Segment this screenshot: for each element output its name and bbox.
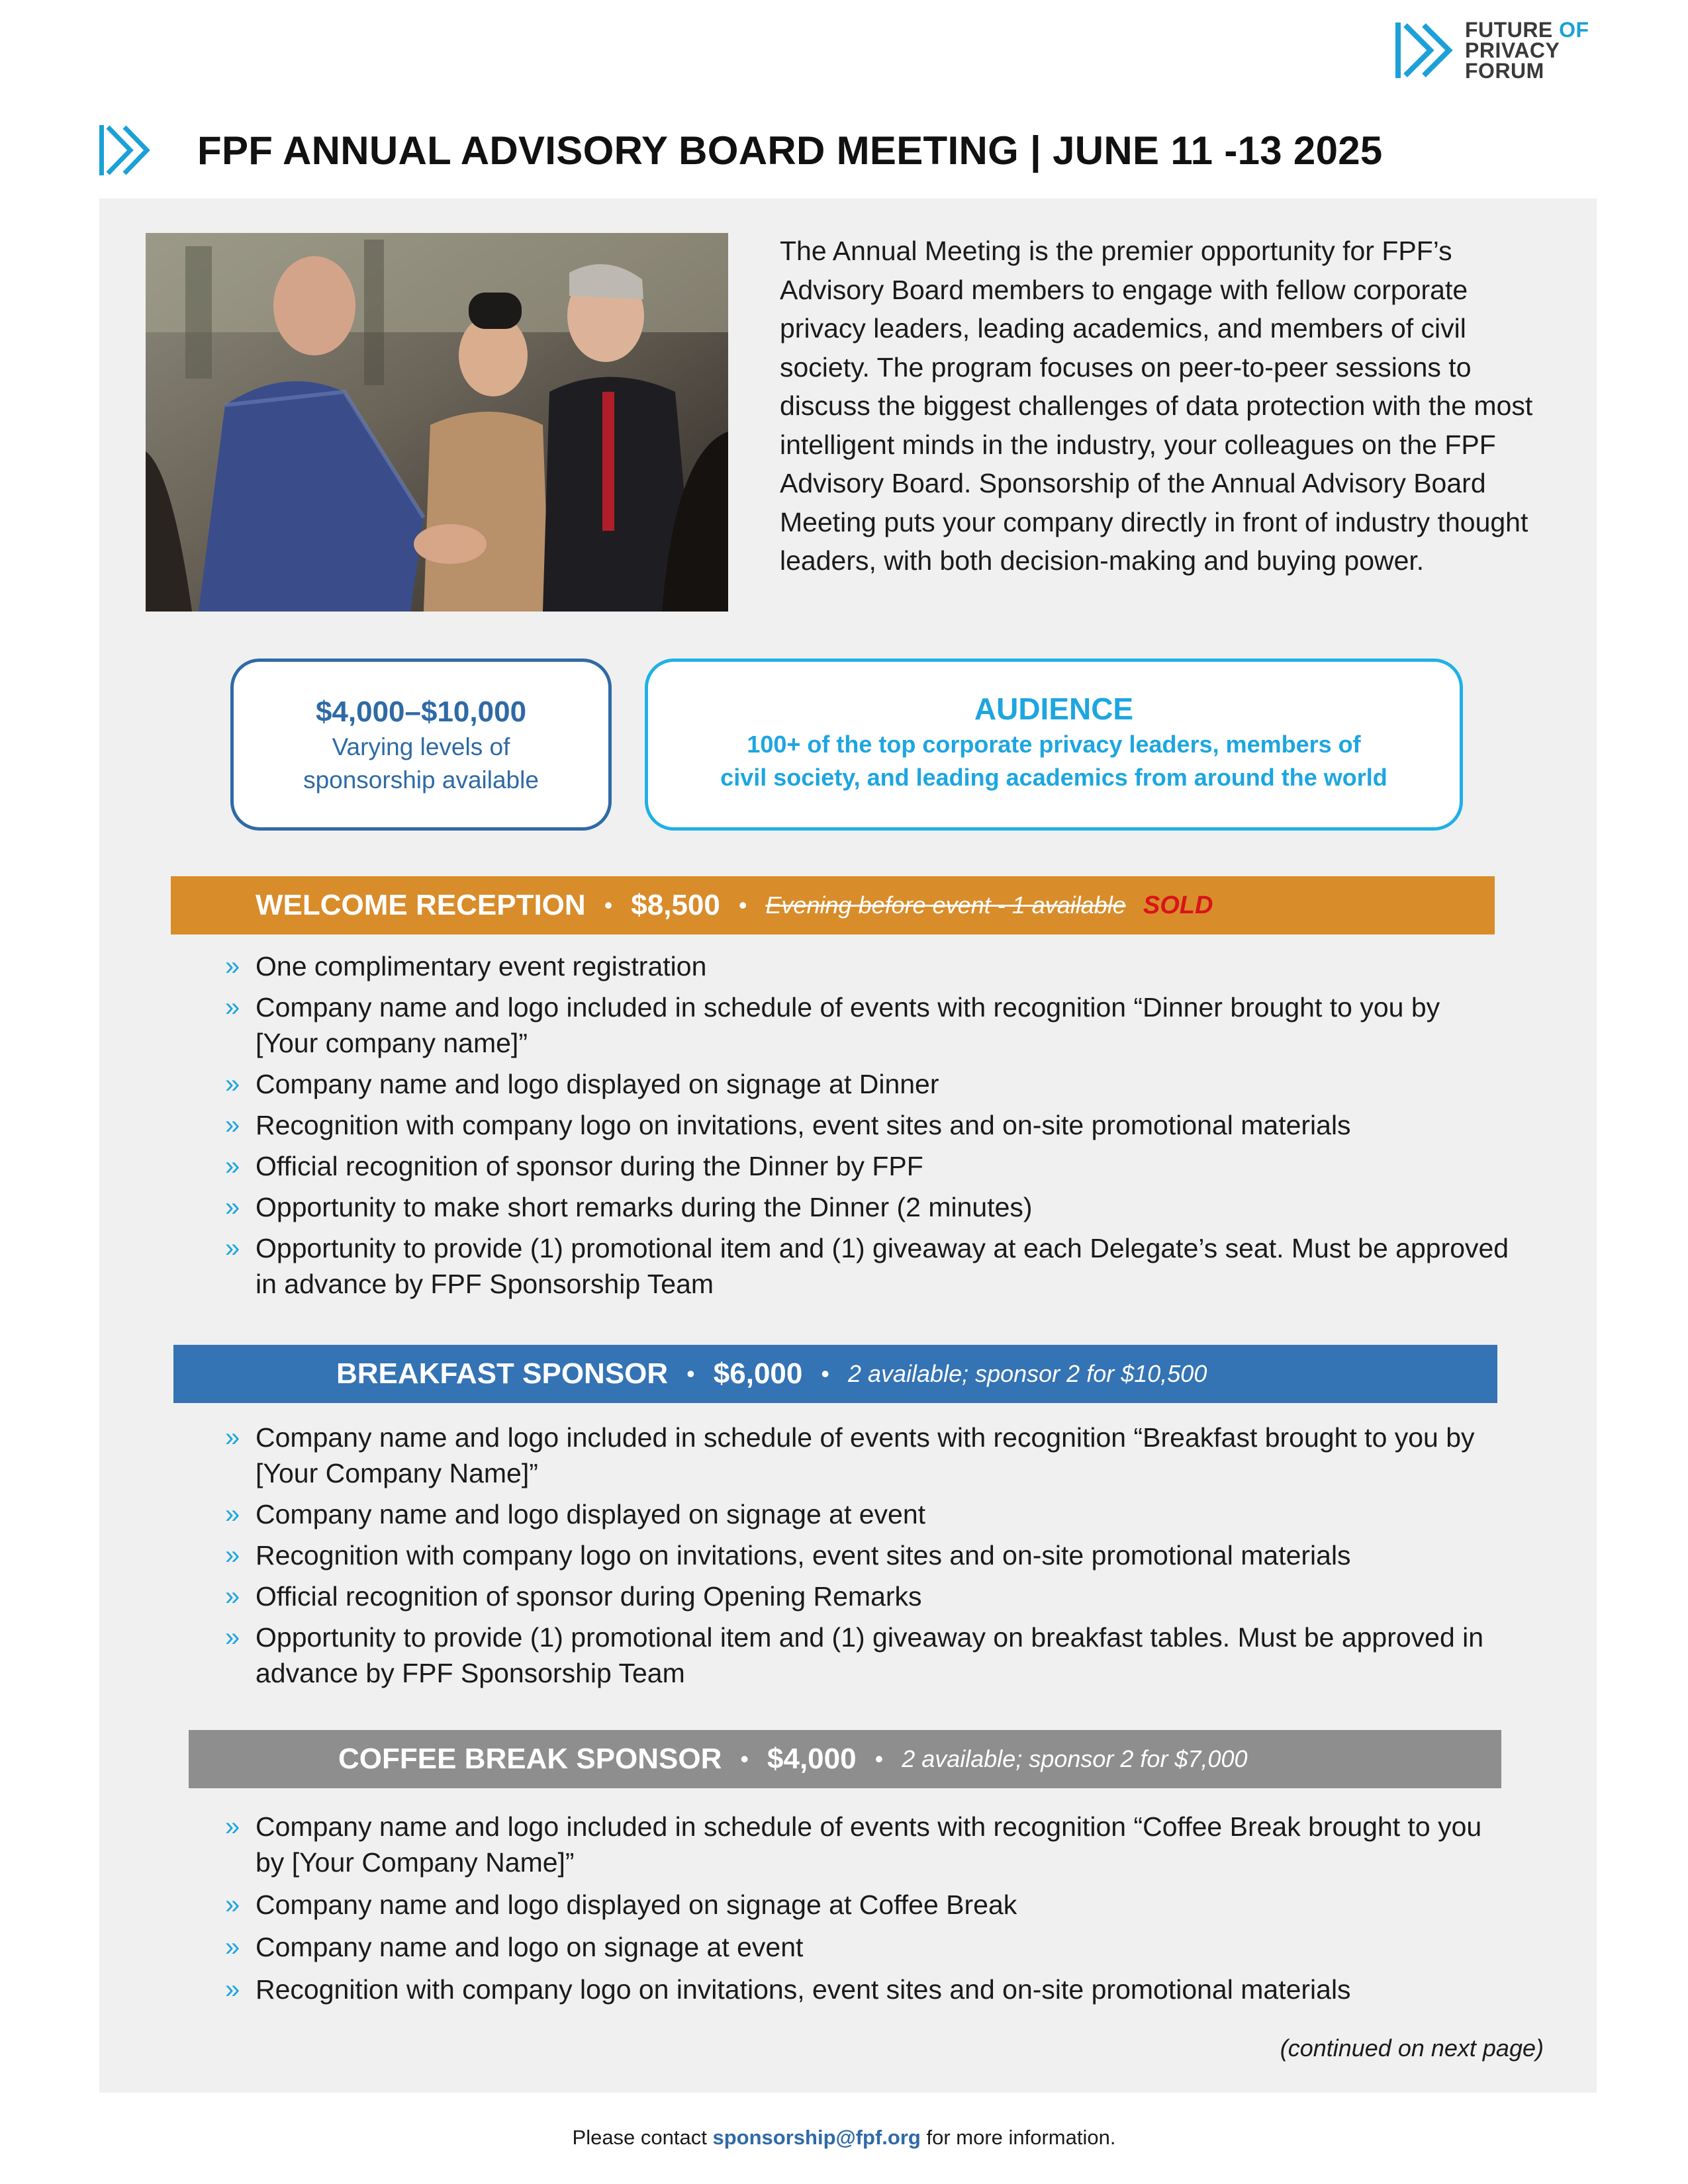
fast-forward-icon (98, 122, 154, 178)
fast-forward-logo-icon (1393, 19, 1457, 82)
bullet-chevron-icon: » (225, 1423, 240, 1452)
list-item: » Company name and logo included in schedule of events with recognition “Dinner brought to you by [Your company name]” (225, 989, 1509, 1061)
breakfast-sponsor-band (173, 1345, 1497, 1403)
list-item: » Official recognition of sponsor during Opening Remarks (225, 1578, 1509, 1614)
section-note: 2 available; sponsor 2 for $10,500 (847, 1360, 1207, 1387)
bullet-chevron-icon: » (225, 1234, 240, 1263)
price-range-line2: sponsorship available (303, 766, 539, 794)
welcome-reception-benefits (225, 948, 1509, 1307)
separator-dot: • (821, 1360, 829, 1387)
audience-line2: civil society, and leading academics from around the world (720, 764, 1387, 791)
separator-dot: • (738, 891, 747, 919)
brand-word-forum: FORUM (1465, 58, 1544, 83)
page-title: FPF ANNUAL ADVISORY BOARD MEETING | JUNE 11 -13 2025 (197, 128, 1383, 173)
list-item: » Official recognition of sponsor during the Dinner by FPF (225, 1148, 1509, 1184)
bullet-chevron-icon: » (225, 1193, 240, 1222)
section-note: Evening before event - 1 available (765, 891, 1126, 919)
bullet-chevron-icon: » (225, 1582, 240, 1611)
brand-word-of: OF (1559, 17, 1589, 42)
section-name: BREAKFAST SPONSOR (336, 1357, 669, 1390)
list-item: » Recognition with company logo on invitations, event sites and on-site promotional materials (225, 1537, 1509, 1573)
audience-line1: 100+ of the top corporate privacy leaders, members of (747, 731, 1361, 758)
separator-dot: • (604, 891, 613, 919)
bullet-chevron-icon: » (225, 1975, 240, 2004)
list-item: » Recognition with company logo on invitations, event sites and on-site promotional materials (225, 1107, 1509, 1143)
bullet-chevron-icon: » (225, 1812, 240, 1841)
section-price: $6,000 (713, 1357, 803, 1390)
coffee-break-sponsor-benefits (225, 1809, 1509, 2014)
bullet-chevron-icon: » (225, 993, 240, 1022)
title-row (98, 114, 1594, 187)
bullet-chevron-icon: » (225, 1623, 240, 1652)
bullet-chevron-icon: » (225, 1152, 240, 1181)
footer-contact (0, 2126, 1688, 2150)
brand-word-privacy: PRIVACY (1465, 38, 1560, 62)
list-item: » Opportunity to provide (1) promotional item and (1) giveaway at each Delegate’s seat. Must be approved in advance by FPF Sponsorship Team (225, 1230, 1509, 1302)
list-item: » Opportunity to make short remarks during the Dinner (2 minutes) (225, 1189, 1509, 1225)
section-note: 2 available; sponsor 2 for $7,000 (902, 1745, 1248, 1772)
separator-dot: • (686, 1360, 695, 1387)
bullet-chevron-icon: » (225, 1890, 240, 1919)
section-price: $8,500 (631, 889, 720, 921)
brand-logo (1393, 17, 1592, 83)
sponsorship-email-link[interactable]: sponsorship@fpf.org (712, 2126, 921, 2149)
section-name: COFFEE BREAK SPONSOR (338, 1743, 722, 1775)
list-item: » Company name and logo displayed on signage at event (225, 1496, 1509, 1532)
section-name: WELCOME RECEPTION (256, 889, 586, 921)
sold-badge: SOLD (1143, 891, 1213, 919)
list-item: » Recognition with company logo on invitations, event sites and on-site promotional materials (225, 1972, 1509, 2007)
list-item: » Opportunity to provide (1) promotional item and (1) giveaway on breakfast tables. Must be approved in advance by FPF Sponsorship Team (225, 1619, 1509, 1691)
breakfast-sponsor-benefits (225, 1420, 1509, 1696)
event-photo (146, 233, 728, 612)
price-range: $4,000–$10,000 (315, 696, 527, 728)
welcome-reception-band (171, 876, 1495, 934)
list-item: » Company name and logo included in schedule of events with recognition “Coffee Break brought to you by [Your Company Name]” (225, 1809, 1509, 1880)
bullet-chevron-icon: » (225, 1933, 240, 1962)
brand-name (1465, 17, 1589, 83)
audience-heading: AUDIENCE (974, 692, 1134, 726)
bullet-chevron-icon: » (225, 1500, 240, 1529)
intro-paragraph: The Annual Meeting is the premier opportunity for FPF’s Advisory Board members to engage with fellow corporate privacy leaders, leading academics, and members of civil society. The program focuses on peer-to-peer sessions to discuss the biggest challenges of data protection with the most intelligent minds in the industry, your colleagues on the FPF Advisory Board. Sponsorship of the Annual Advisory Board Meeting puts your company directly in front of industry thought leaders, with both decision-making and buying power. (780, 236, 1533, 576)
separator-dot: • (740, 1745, 749, 1772)
bullet-chevron-icon: » (225, 952, 240, 981)
bullet-chevron-icon: » (225, 1541, 240, 1570)
brand-word-future: FUTURE (1465, 17, 1553, 42)
price-range-box (230, 659, 612, 831)
continued-note: (continued on next page) (1280, 2034, 1544, 2062)
list-item: » One complimentary event registration (225, 948, 1509, 984)
price-range-line1: Varying levels of (332, 733, 510, 760)
separator-dot: • (874, 1745, 884, 1772)
coffee-break-sponsor-band (189, 1730, 1501, 1788)
bullet-chevron-icon: » (225, 1069, 240, 1099)
list-item: » Company name and logo displayed on signage at Coffee Break (225, 1887, 1509, 1923)
section-price: $4,000 (767, 1743, 857, 1775)
list-item: » Company name and logo on signage at event (225, 1929, 1509, 1965)
list-item: » Company name and logo displayed on signage at Dinner (225, 1066, 1509, 1102)
bullet-chevron-icon: » (225, 1111, 240, 1140)
footer-text-after: for more information. (920, 2126, 1116, 2149)
list-item: » Company name and logo included in schedule of events with recognition “Breakfast brought to you by [Your Company Name]” (225, 1420, 1509, 1491)
footer-text-before: Please contact (572, 2126, 713, 2149)
audience-box (645, 659, 1463, 831)
